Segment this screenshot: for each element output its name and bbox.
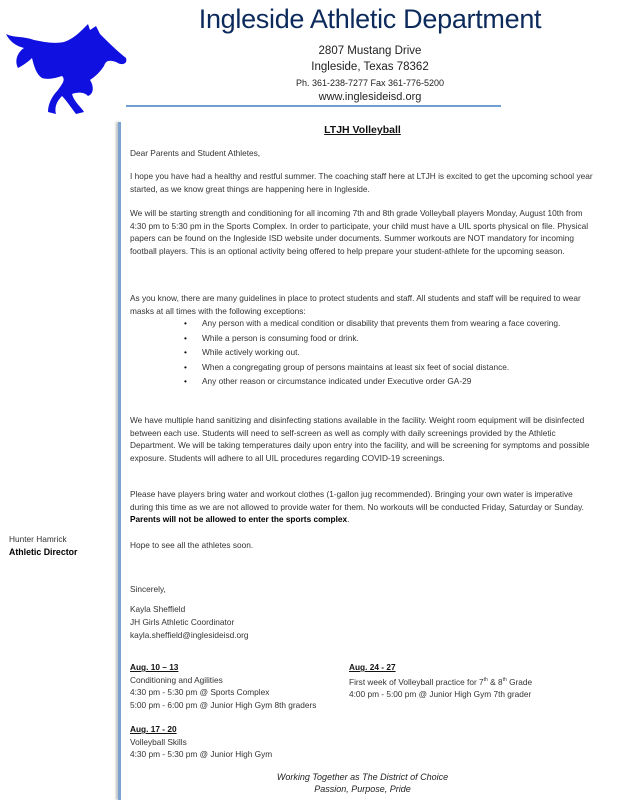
list-item: • Any other reason or circumstance indicated under Executive order GA-29 bbox=[202, 374, 582, 389]
schedule-line: 4:00 pm - 5:00 pm @ Junior High Gym 7th grader bbox=[349, 688, 532, 699]
director-role: Athletic Director bbox=[9, 547, 78, 557]
signoff: Sincerely, bbox=[130, 584, 166, 594]
greeting: Dear Parents and Student Athletes, bbox=[130, 148, 261, 158]
mask-exceptions-list bbox=[202, 316, 582, 389]
schedule-block-1 bbox=[130, 661, 350, 711]
paragraph-3: As you know, there are many guidelines in place to protect students and staff. All students and staff will be required to wear masks at all times with the following exceptions: bbox=[130, 293, 581, 316]
paragraph-5 bbox=[130, 488, 595, 526]
signer-name: Kayla Sheffield bbox=[130, 604, 186, 614]
schedule-date: Aug. 10 – 13 bbox=[130, 662, 179, 672]
header-rule bbox=[126, 105, 501, 107]
schedule-line: Conditioning and Agilities bbox=[130, 674, 223, 685]
department-title: Ingleside Athletic Department bbox=[198, 4, 542, 34]
schedule-line: 4:30 pm - 5:30 pm @ Junior High Gym bbox=[130, 749, 273, 760]
schedule-line: Volleyball Skills bbox=[130, 736, 187, 747]
website-link[interactable]: www.inglesideisd.org bbox=[318, 91, 422, 103]
tagline: Passion, Purpose, Pride bbox=[314, 784, 411, 794]
closing-line: Hope to see all the athletes soon. bbox=[130, 540, 254, 550]
phone-fax: Ph. 361-238-7277 Fax 361-776-5200 bbox=[295, 78, 445, 88]
motto: Working Together as The District of Choice bbox=[276, 772, 449, 782]
signer-title: JH Girls Athletic Coordinator bbox=[130, 617, 235, 627]
schedule-date: Aug. 24 - 27 bbox=[349, 662, 396, 672]
paragraph-1: I hope you have had a healthy and restful summer. The coaching staff here at LTJH is excited to get the upcoming school year started, as we know great things are happening here in Ingleside. bbox=[130, 171, 593, 194]
parents-notice: Parents will not be allowed to enter the sports complex bbox=[130, 514, 348, 525]
list-item: • While a person is consuming food or drink. bbox=[202, 331, 582, 346]
director-name: Hunter Hamrick bbox=[9, 534, 67, 544]
list-item: • While actively working out. bbox=[202, 345, 582, 360]
p5-text: Please have players bring water and workout clothes (1-gallon jug recommended). Bringing your own water is imperative during this time as we are not allowed to provide water for them. No workouts will be conducted Friday, Saturday or Sunday. bbox=[130, 489, 584, 512]
schedule-date: Aug. 17 - 20 bbox=[130, 724, 177, 734]
paragraph-2: We will be starting strength and conditioning for all incoming 7th and 8th grade Volleyball players Monday, August 10th from 4:30 pm to 5:30 pm in the Sports Complex. In order to participate, your child must have a UIL sports physical on file. Physical papers can be found on the Ingleside ISD website under documents. Summer workouts are NOT mandatory for incoming football players. This is an optional activity being offered to help prepare your student-athlete for the upcoming season. bbox=[130, 208, 589, 256]
address-line-1: 2807 Mustang Drive bbox=[318, 45, 422, 57]
footer-motto bbox=[130, 771, 595, 795]
schedule-line: 4:30 pm - 5:30 pm @ Sports Complex bbox=[130, 687, 270, 698]
signer-email[interactable]: kayla.sheffield@inglesideisd.org bbox=[130, 630, 249, 640]
paragraph-4: We have multiple hand sanitizing and disinfecting stations available in the facility. Weight room equipment will be disinfected between each use. Students will need to self-screen as well as comply with daily screenings provided by the Athletic Department. We will be taking temperatures daily upon entry into the facility, and will be screening for symptoms and possible exposure. Students will adhere to all UIL procedures regarding COVID-19 screenings. bbox=[130, 415, 590, 463]
schedule-line: 5:00 pm - 6:00 pm @ Junior High Gym 8th graders bbox=[130, 699, 317, 710]
schedule-line: First week of Volleyball practice for 7th & 8th Grade bbox=[349, 676, 533, 687]
schedule-block-3 bbox=[130, 723, 350, 761]
document-title: LTJH Volleyball bbox=[324, 124, 401, 136]
list-item: • When a congregating group of persons maintains at least six feet of social distance. bbox=[202, 360, 582, 375]
sidebar-rule bbox=[118, 122, 121, 800]
list-item: • Any person with a medical condition or disability that prevents them from wearing a face covering. bbox=[202, 316, 582, 331]
mustang-logo-icon bbox=[4, 20, 128, 115]
schedule-block-2 bbox=[349, 661, 599, 701]
p5-end: . bbox=[347, 514, 350, 525]
address-line-2: Ingleside, Texas 78362 bbox=[311, 61, 429, 73]
